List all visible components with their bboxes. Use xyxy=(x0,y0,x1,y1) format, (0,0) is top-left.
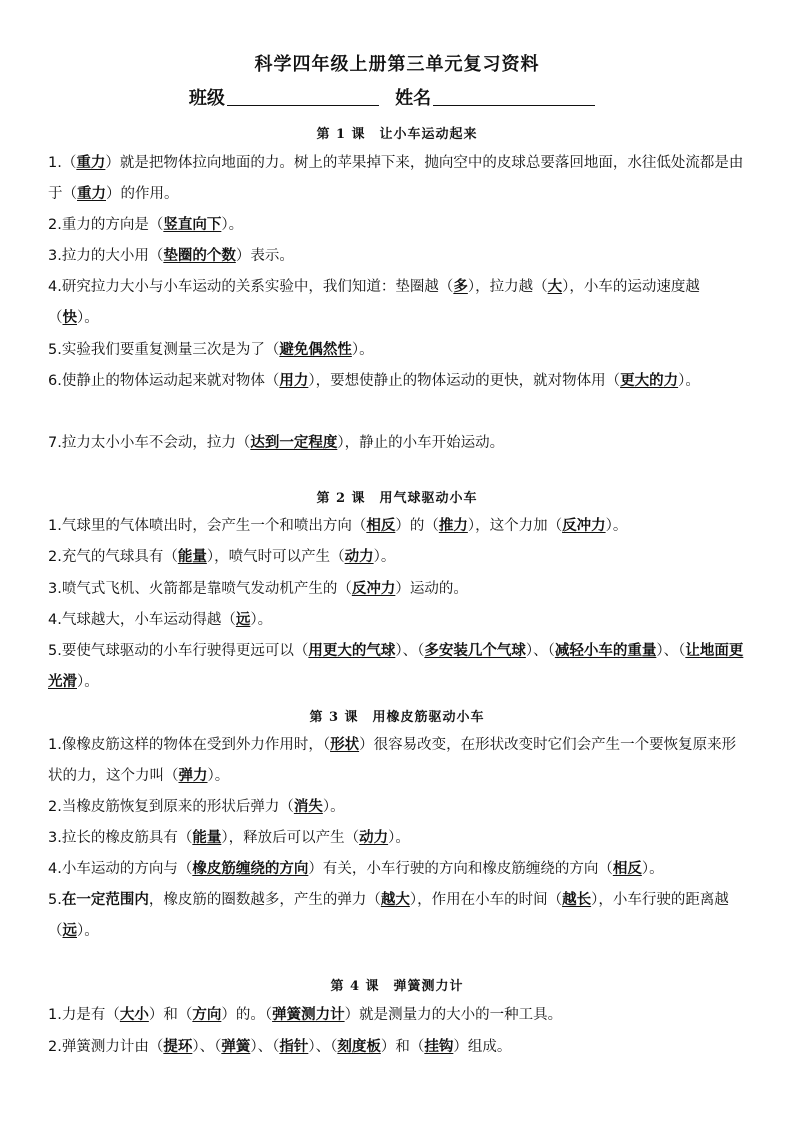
question-item xyxy=(48,636,748,698)
question-text: 3.拉力的大小用（ xyxy=(48,248,164,264)
question-text: ）和（ xyxy=(380,1039,425,1055)
lesson-number: 第 1 课 xyxy=(316,127,366,142)
question-text: ）。 xyxy=(351,342,374,358)
answer xyxy=(620,373,678,389)
question-item xyxy=(48,823,748,854)
question-text: 2.当橡皮筋恢复到原来的形状后弹力（ xyxy=(48,799,294,815)
answer-text: 弹簧 xyxy=(221,1039,251,1055)
question-text: 3.喷气式飞机、火箭都是靠喷气发动机产生的（ xyxy=(48,581,352,597)
answer xyxy=(439,518,468,534)
answer-text: 形状 xyxy=(330,737,360,753)
question-text: 1.（ xyxy=(48,155,77,171)
question-text: ）、（ xyxy=(656,643,686,659)
question-text: ）的。（ xyxy=(221,1007,273,1023)
question-text: ）的作用。 xyxy=(106,186,179,202)
question-text: ）和（ xyxy=(148,1007,193,1023)
question-text: 4.研究拉力大小与小车运动的关系实验中，我们知道：垫圈越（ xyxy=(48,279,454,295)
lesson-title: 弹簧测力计 xyxy=(393,979,464,994)
answer xyxy=(163,248,236,264)
answer-text: 相反 xyxy=(612,861,642,877)
answer xyxy=(192,861,308,877)
question-text: ）、（ xyxy=(192,1039,222,1055)
answer-text: 挂钩 xyxy=(424,1039,454,1055)
answer xyxy=(308,643,395,659)
answer xyxy=(279,373,308,389)
question-text: ）。 xyxy=(207,768,230,784)
question-text: ）。 xyxy=(77,310,99,326)
answer xyxy=(562,518,606,534)
answer xyxy=(192,1007,221,1023)
class-blank[interactable] xyxy=(227,87,379,106)
answer-text: 多 xyxy=(453,279,468,295)
question-text: ）的（ xyxy=(395,518,439,534)
question-text: 3.拉长的橡皮筋具有（ xyxy=(48,830,193,846)
question-text: 4.气球越大，小车运动得越（ xyxy=(48,612,236,628)
question-text: ），小车的运动速度越（ xyxy=(48,279,700,326)
answer xyxy=(163,217,221,233)
answer-text: 让地面更光滑 xyxy=(48,643,744,690)
answer-text: 刻度板 xyxy=(337,1039,381,1055)
answer xyxy=(221,1039,250,1055)
answer-text: 反冲力 xyxy=(351,581,396,597)
question-text: ）。 xyxy=(388,830,410,846)
question-text: ）。 xyxy=(221,217,244,233)
question-text: ）就是把物体拉向地面的力。树上的苹果掉下来，抛向空中的皮球总要落回地面，水往低处流都是由于（ xyxy=(48,155,744,202)
question-text: ）、（ xyxy=(525,643,555,659)
answer xyxy=(279,342,352,358)
question-text: 5.要使气球驱动的小车行驶得更远可以（ xyxy=(48,643,309,659)
question-text: ），释放后可以产生（ xyxy=(221,830,360,846)
question-text: ）。 xyxy=(322,799,345,815)
answer-text: 越长 xyxy=(562,892,592,908)
name-blank[interactable] xyxy=(433,87,595,106)
question-item xyxy=(48,1000,748,1031)
question-item xyxy=(48,885,748,947)
answer xyxy=(63,310,78,326)
answer-text: 更大的力 xyxy=(620,373,679,389)
answer xyxy=(424,1039,453,1055)
lesson-3-heading xyxy=(0,706,794,725)
answer xyxy=(250,435,337,451)
emphasis-text: 在一定范围内 xyxy=(61,892,149,908)
question-item xyxy=(48,605,748,636)
question-item xyxy=(48,854,748,885)
answer xyxy=(381,892,410,908)
answer-text: 弹力 xyxy=(178,768,208,784)
question-item xyxy=(48,574,748,605)
question-item xyxy=(48,730,748,792)
answer-text: 方向 xyxy=(192,1007,222,1023)
question-text: 2.弹簧测力计由（ xyxy=(48,1039,164,1055)
question-item xyxy=(48,511,748,542)
question-text: ），要想使静止的物体运动的更快，就对物体用（ xyxy=(308,373,621,389)
question-item xyxy=(48,1032,748,1063)
student-info-row xyxy=(0,84,794,110)
question-text: ）。 xyxy=(641,861,664,877)
question-text: ）。 xyxy=(605,518,628,534)
answer-text: 远 xyxy=(62,923,77,939)
question-text: 7.拉力太小小车不会动，拉力（ xyxy=(48,435,251,451)
answer xyxy=(272,1007,345,1023)
question-text: ）有关，小车行驶的方向和橡皮筋缠绕的方向（ xyxy=(308,861,613,877)
question-item xyxy=(48,366,748,397)
answer xyxy=(179,768,208,784)
question-item xyxy=(48,335,748,366)
question-text: 1.力是有（ xyxy=(48,1007,120,1023)
question-text: 5.实验我们要重复测量三次是为了（ xyxy=(48,342,280,358)
question-text: ）。 xyxy=(678,373,700,389)
lesson-4-heading xyxy=(0,975,794,994)
answer-text: 远 xyxy=(235,612,251,628)
lesson-number: 第 2 课 xyxy=(316,491,366,506)
page-title: 科学四年级上册第三单元复习资料 xyxy=(254,54,540,75)
lesson-number: 第 4 课 xyxy=(330,979,380,994)
answer-text: 消失 xyxy=(293,799,323,815)
answer-text: 相反 xyxy=(366,518,396,534)
question-text: 2.充气的气球具有（ xyxy=(48,549,178,565)
answer xyxy=(76,155,105,171)
answer-text: 用更大的气球 xyxy=(308,643,396,659)
answer-text: 多安装几个气球 xyxy=(424,643,526,659)
question-text: ）运动的。 xyxy=(395,581,468,597)
question-text: ），喷气时可以产生（ xyxy=(206,549,345,565)
question-text: ）、（ xyxy=(250,1039,280,1055)
question-item xyxy=(48,241,748,272)
answer xyxy=(548,279,563,295)
answer-text: 避免偶然性 xyxy=(279,342,352,358)
question-text: ，橡皮筋的圈数越多，产生的弹力（ xyxy=(148,892,381,908)
question-text: 4.小车运动的方向与（ xyxy=(48,861,193,877)
answer-text: 动力 xyxy=(344,549,374,565)
answer-text: 重力 xyxy=(77,186,106,202)
answer-text: 垫圈的个数 xyxy=(163,248,236,264)
answer xyxy=(279,1039,308,1055)
answer-text: 提环 xyxy=(163,1039,193,1055)
question-text: ），这个力加（ xyxy=(467,518,563,534)
question-text: ）、（ xyxy=(308,1039,338,1055)
question-text: ）组成。 xyxy=(453,1039,512,1055)
answer-text: 橡皮筋缠绕的方向 xyxy=(192,861,309,877)
question-item xyxy=(48,792,748,823)
question-text: ）很容易改变，在形状改变时它们会产生一个要恢复原来形状的力，这个力叫（ xyxy=(48,737,737,784)
answer-text: 大小 xyxy=(119,1007,149,1023)
question-item xyxy=(48,272,748,334)
answer-text: 竖直向下 xyxy=(163,217,222,233)
answer xyxy=(294,799,323,815)
answer-text: 达到一定程度 xyxy=(250,435,338,451)
question-text: ）。 xyxy=(77,674,99,690)
answer-text: 快 xyxy=(62,310,77,326)
answer xyxy=(424,643,526,659)
question-text: 6.使静止的物体运动起来就对物体（ xyxy=(48,373,280,389)
answer-text: 用力 xyxy=(279,373,309,389)
question-text: ），静止的小车开始运动。 xyxy=(337,435,505,451)
answer-text: 能量 xyxy=(192,830,222,846)
answer xyxy=(555,643,657,659)
answer-text: 大 xyxy=(547,279,563,295)
answer xyxy=(337,1039,381,1055)
answer-text: 反冲力 xyxy=(562,518,606,534)
question-text: 2.重力的方向是（ xyxy=(48,217,164,233)
question-text: ），拉力越（ xyxy=(467,279,548,295)
question-text: ）。 xyxy=(250,612,273,628)
question-text: ），小车行驶的距离越（ xyxy=(48,892,729,939)
question-item xyxy=(48,148,748,210)
question-item xyxy=(48,542,748,573)
answer xyxy=(330,737,359,753)
answer-text: 动力 xyxy=(359,830,389,846)
lesson-2-heading xyxy=(0,487,794,506)
question-text: ），作用在小车的时间（ xyxy=(409,892,563,908)
lesson-title: 用气球驱动小车 xyxy=(379,491,478,506)
answer-text: 弹簧测力计 xyxy=(272,1007,345,1023)
name-label: 姓名 xyxy=(395,88,432,109)
lesson-title: 用橡皮筋驱动小车 xyxy=(372,710,485,725)
answer xyxy=(345,549,374,565)
answer-text: 越大 xyxy=(380,892,410,908)
question-text: ）就是测量力的大小的一种工具。 xyxy=(344,1007,563,1023)
answer xyxy=(359,830,388,846)
question-text: ）、（ xyxy=(395,643,425,659)
answer xyxy=(613,861,642,877)
answer-text: 减轻小车的重量 xyxy=(554,643,657,659)
answer xyxy=(192,830,221,846)
lesson-1-heading xyxy=(0,123,794,142)
answer xyxy=(236,612,251,628)
answer xyxy=(77,186,106,202)
answer xyxy=(163,1039,192,1055)
answer xyxy=(562,892,591,908)
answer xyxy=(352,581,396,597)
answer xyxy=(63,923,78,939)
answer-text: 重力 xyxy=(76,155,106,171)
class-label: 班级 xyxy=(188,88,225,109)
answer xyxy=(120,1007,149,1023)
question-text: ）。 xyxy=(373,549,396,565)
answer xyxy=(453,279,468,295)
lesson-title: 让小车运动起来 xyxy=(379,127,478,142)
answer-text: 能量 xyxy=(177,549,207,565)
question-item xyxy=(48,428,748,459)
question-text: 1.像橡皮筋这样的物体在受到外力作用时，（ xyxy=(48,737,331,753)
answer-text: 指针 xyxy=(279,1039,309,1055)
question-text: ）。 xyxy=(77,923,99,939)
answer xyxy=(178,549,207,565)
answer-text: 推力 xyxy=(438,518,468,534)
lesson-number: 第 3 课 xyxy=(309,710,359,725)
question-text: ）表示。 xyxy=(235,248,294,264)
question-item xyxy=(48,210,748,241)
question-text: 1.气球里的气体喷出时，会产生一个和喷出方向（ xyxy=(48,518,367,534)
question-text: 5. xyxy=(48,892,62,908)
answer xyxy=(366,518,395,534)
